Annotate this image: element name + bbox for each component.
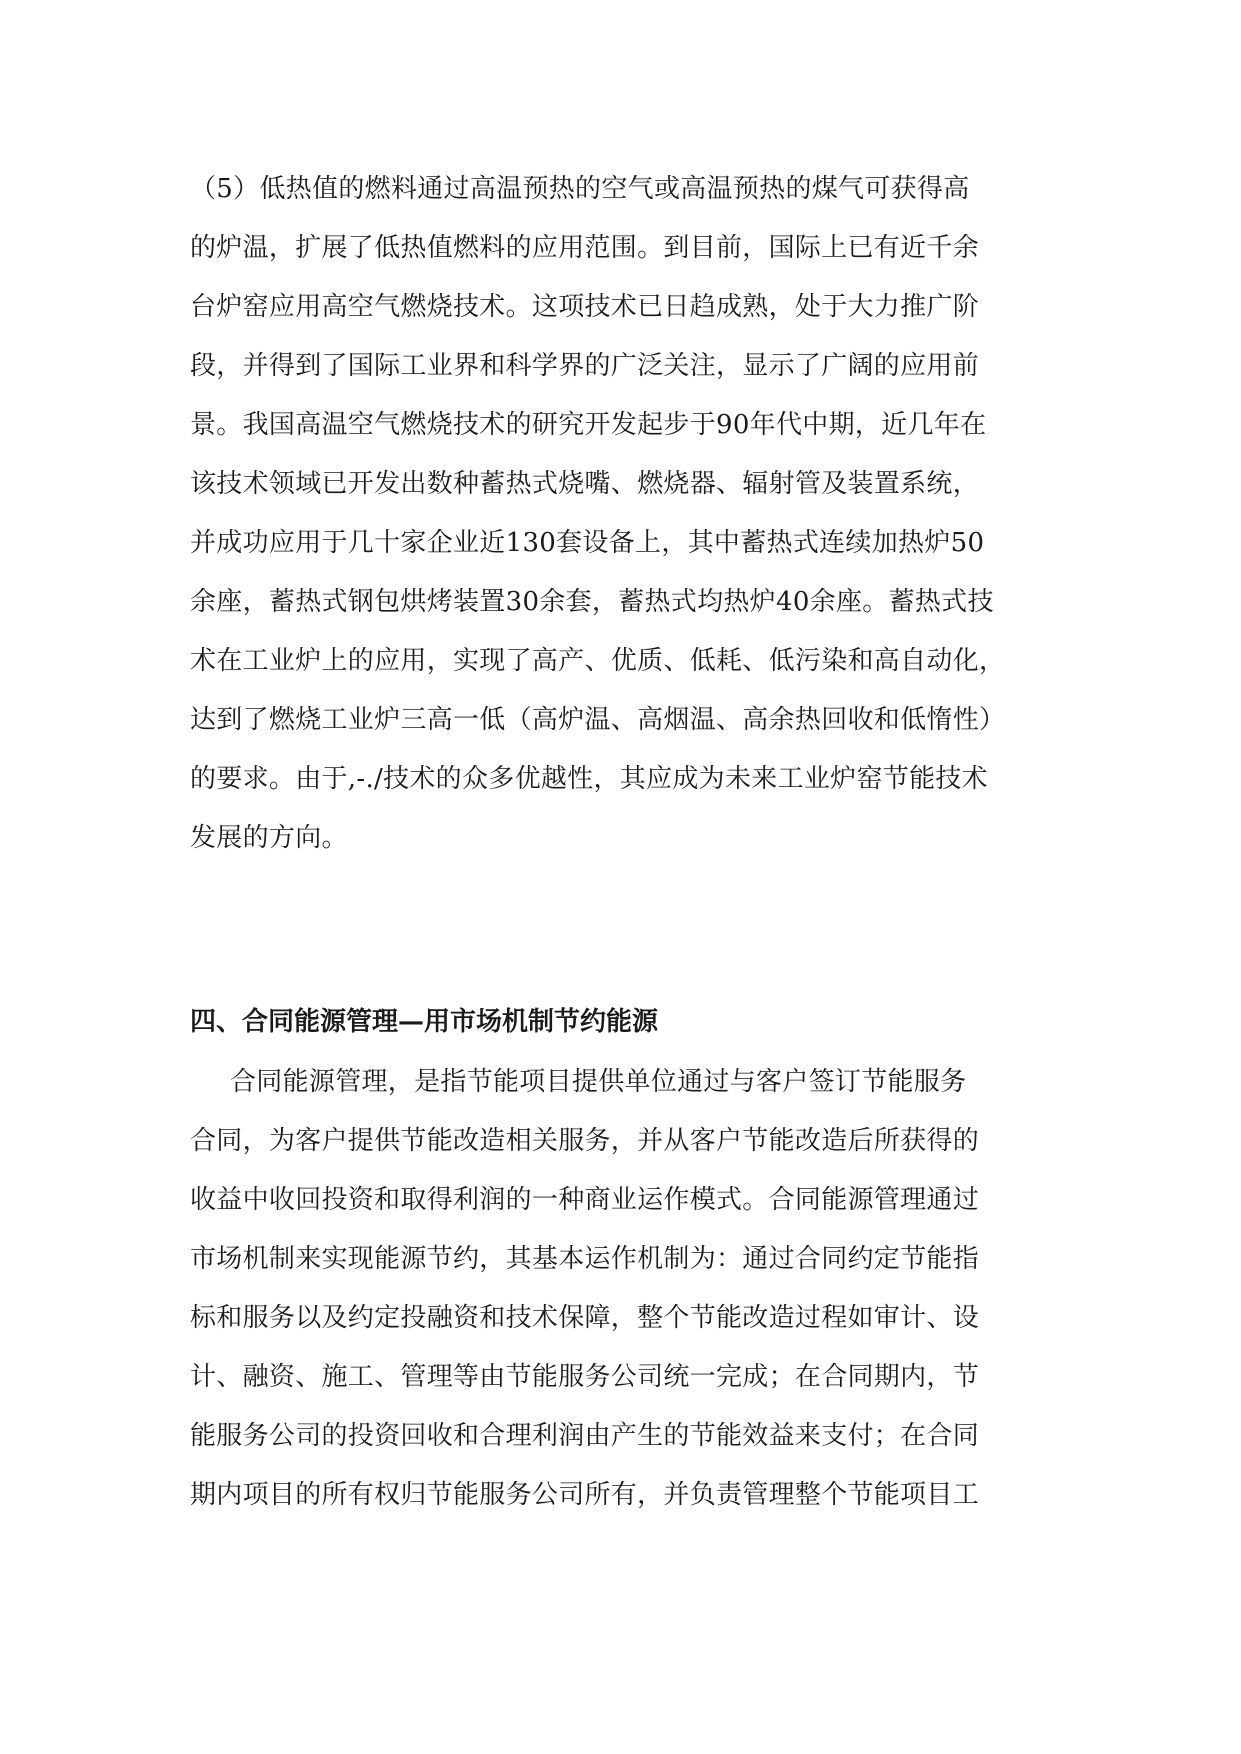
text-line: 合同，为客户提供节能改造相关服务，并从客户节能改造后所获得的 bbox=[190, 1126, 980, 1156]
text-line: 景。我国高温空气燃烧技术的研究开发起步于90年代中期，近几年在 bbox=[190, 410, 987, 440]
text-line: 合同能源管理，是指节能项目提供单位通过与客户签订节能服务 bbox=[230, 1067, 967, 1097]
text-line: 台炉窑应用高空气燃烧技术。这项技术已日趋成熟，处于大力推广阶 bbox=[190, 292, 980, 322]
text-line: 术在工业炉上的应用，实现了高产、优质、低耗、低污染和高自动化， bbox=[190, 646, 1006, 676]
text-line: 标和服务以及约定投融资和技术保障，整个节能改造过程如审计、设 bbox=[190, 1303, 980, 1333]
text-line: 并成功应用于几十家企业近130套设备上，其中蓄热式连续加热炉50 bbox=[190, 528, 985, 558]
text-line: （5）低热值的燃料通过高温预热的空气或高温预热的煤气可获得高 bbox=[190, 174, 970, 204]
text-line: 的炉温，扩展了低热值燃料的应用范围。到目前，国际上已有近千余 bbox=[190, 233, 980, 263]
section-heading: 四、合同能源管理—用市场机制节约能源 bbox=[190, 1007, 659, 1037]
text-line: 的要求。由于,-./技术的众多优越性，其应成为未来工业炉窑节能技术 bbox=[190, 764, 988, 794]
paragraph-high-temperature-combustion bbox=[190, 160, 1060, 868]
text-line: 期内项目的所有权归节能服务公司所有，并负责管理整个节能项目工 bbox=[190, 1480, 980, 1510]
text-line: 发展的方向。 bbox=[190, 823, 348, 853]
text-line: 余座，蓄热式钢包烘烤装置30余套，蓄热式均热炉40余座。蓄热式技 bbox=[190, 587, 994, 617]
text-line: 该技术领域已开发出数种蓄热式烧嘴、燃烧器、辐射管及装置系统， bbox=[190, 469, 980, 499]
text-line: 收益中收回投资和取得利润的一种商业运作模式。合同能源管理通过 bbox=[190, 1185, 980, 1215]
text-line: 计、融资、施工、管理等由节能服务公司统一完成；在合同期内，节 bbox=[190, 1362, 980, 1392]
text-line: 达到了燃烧工业炉三高一低（高炉温、高烟温、高余热回收和低惰性） bbox=[190, 705, 1006, 735]
text-line: 段，并得到了国际工业界和科学界的广泛关注，显示了广阔的应用前 bbox=[190, 351, 980, 381]
paragraph-energy-performance-contracting bbox=[190, 1053, 1060, 1525]
text-line: 市场机制来实现能源节约，其基本运作机制为：通过合同约定节能指 bbox=[190, 1244, 980, 1274]
text-line: 能服务公司的投资回收和合理利润由产生的节能效益来支付；在合同 bbox=[190, 1421, 980, 1451]
